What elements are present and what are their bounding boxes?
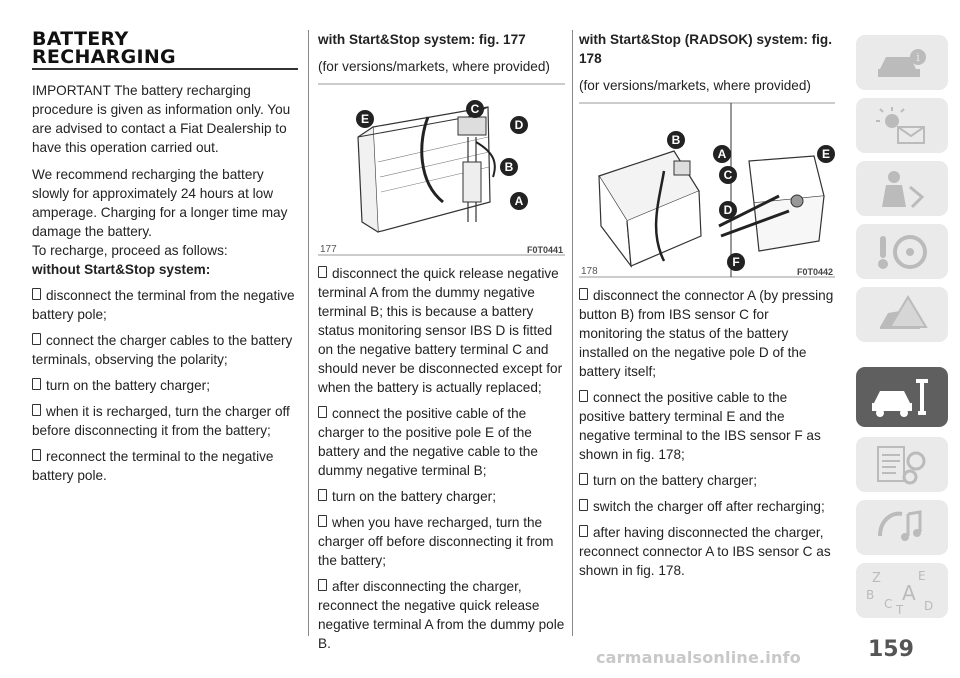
list-item [32, 331, 298, 369]
column-divider [572, 30, 573, 636]
list-item [579, 497, 835, 516]
car-info-icon [872, 43, 932, 83]
checkbox-bullet-icon [318, 489, 327, 501]
figure-number: 178 [581, 266, 598, 277]
column-left [32, 30, 298, 485]
starting-driving-icon [872, 230, 932, 274]
subheading: with Start&Stop system: fig. 177 [318, 32, 526, 47]
checkbox-bullet-icon [579, 525, 588, 537]
list-item-text: turn on the battery charger; [332, 489, 496, 504]
tab-warning-lights[interactable] [856, 98, 948, 153]
list-item-text: turn on the battery charger; [46, 378, 210, 393]
list-item [318, 264, 565, 397]
callout-label-d: D [719, 201, 737, 219]
list-item-text: disconnect the connector A (by pressing button B) from IBS sensor C for monitoring the status of the battery installed on the negative pole D of the battery itself; [579, 288, 834, 379]
battery-diagram-177 [318, 82, 565, 257]
index-icon [862, 566, 942, 616]
checkbox-bullet-icon [32, 449, 41, 461]
list-item [579, 471, 835, 490]
list-item-text: after disconnecting the charger, reconnect the negative quick release negative terminal A from the dummy pole B. [318, 579, 565, 651]
callout-label-a: A [510, 192, 528, 210]
list-item [579, 286, 835, 381]
list-item-text: when you have recharged, turn the charger off before disconnecting it from the battery; [318, 515, 554, 568]
title-underline [32, 68, 298, 70]
list-item [32, 447, 298, 485]
checkbox-bullet-icon [318, 515, 327, 527]
checkbox-bullet-icon [579, 473, 588, 485]
list-item-text: connect the positive cable to the positive battery terminal E and the negative terminal to the IBS sensor F as shown in fig. 178; [579, 390, 821, 462]
paragraph: To recharge, proceed as follows: [32, 243, 228, 258]
watermark: carmanualsonline.info [596, 648, 801, 667]
column-divider [308, 30, 309, 636]
index-letter: D [924, 598, 934, 613]
list-item [579, 388, 835, 464]
list-item-text: when it is recharged, turn the charger off before disconnecting it from the battery; [32, 404, 290, 438]
list-item-text: turn on the battery charger; [593, 473, 757, 488]
callout-label-d: D [510, 116, 528, 134]
checkbox-bullet-icon [32, 378, 41, 390]
figure-number: 177 [320, 244, 337, 255]
availability-note: (for versions/markets, where provided) [318, 59, 550, 74]
availability-note: (for versions/markets, where provided) [579, 78, 811, 93]
index-letter: C [884, 596, 893, 611]
bullet-list [318, 264, 565, 653]
checkbox-bullet-icon [32, 404, 41, 416]
tab-multimedia[interactable] [856, 500, 948, 555]
emergency-icon [872, 293, 932, 337]
index-letter: B [866, 587, 875, 602]
index-letter: A [902, 580, 916, 605]
list-item [318, 513, 565, 570]
list-item [318, 487, 565, 506]
checkbox-bullet-icon [32, 288, 41, 300]
multimedia-icon [872, 506, 932, 550]
column-middle [318, 30, 565, 653]
safety-icon [872, 167, 932, 211]
checkbox-bullet-icon [318, 406, 327, 418]
list-item [318, 577, 565, 653]
tab-index[interactable] [856, 563, 948, 618]
tab-car-info[interactable] [856, 35, 948, 90]
callout-label-f: F [727, 253, 745, 271]
tab-starting-driving[interactable] [856, 224, 948, 279]
list-item [579, 523, 835, 580]
bullet-list [579, 286, 835, 580]
maintenance-icon [870, 375, 934, 419]
tab-emergency[interactable] [856, 287, 948, 342]
list-item [32, 286, 298, 324]
list-item [32, 376, 298, 395]
callout-label-b: B [667, 131, 685, 149]
paragraph: We recommend recharging the battery slowly for approximately 24 hours at low amperage. Charging for a longer time may damage the battery. [32, 167, 288, 239]
index-letter: E [918, 568, 926, 583]
callout-label-e: E [817, 145, 835, 163]
subheading: without Start&Stop system: [32, 262, 211, 277]
figure-178 [579, 101, 835, 279]
list-item-text: switch the charger off after recharging; [593, 499, 825, 514]
list-item-text: disconnect the terminal from the negative battery pole; [32, 288, 295, 322]
checkbox-bullet-icon [579, 499, 588, 511]
list-item [32, 402, 298, 440]
figure-177 [318, 82, 565, 257]
callout-label-b: B [500, 158, 518, 176]
list-item-text: connect the charger cables to the battery terminals, observing the polarity; [32, 333, 293, 367]
list-item-text: disconnect the quick release negative terminal A from the dummy negative terminal B; this is because a battery status monitoring sensor IBS D is fitted on the negative battery terminal C and should never be disconnected except for when the battery is actually replaced; [318, 266, 563, 395]
list-item-text: reconnect the terminal to the negative battery pole. [32, 449, 274, 483]
section-title: BATTERY RECHARGING [32, 28, 176, 68]
tab-technical-data[interactable] [856, 437, 948, 492]
checkbox-bullet-icon [579, 390, 588, 402]
checkbox-bullet-icon [318, 266, 327, 278]
index-letter: Z [872, 570, 881, 586]
subheading: with Start&Stop (RADSOK) system: fig. 178 [579, 32, 833, 66]
index-letter: T [896, 602, 904, 616]
figure-code: F0T0441 [526, 245, 563, 255]
technical-data-icon [872, 443, 932, 487]
checkbox-bullet-icon [32, 333, 41, 345]
callout-label-c: C [466, 100, 484, 118]
bullet-list [32, 286, 298, 485]
checkbox-bullet-icon [318, 579, 327, 591]
callout-label-a: A [713, 145, 731, 163]
column-right [579, 30, 835, 580]
svg-text:i: i [916, 50, 920, 64]
tab-maintenance[interactable] [856, 367, 948, 427]
battery-diagram-178 [579, 101, 835, 279]
tab-safety[interactable] [856, 161, 948, 216]
list-item [318, 404, 565, 480]
checkbox-bullet-icon [579, 288, 588, 300]
list-item-text: connect the positive cable of the charger to the positive pole E of the battery and the negative cable to the dummy negative terminal B; [318, 406, 538, 478]
warning-lights-icon [872, 105, 932, 147]
important-note: IMPORTANT The battery recharging procedure is given as information only. You are advised to contact a Fiat Dealership to have this operation carried out. [32, 83, 291, 155]
callout-label-e: E [356, 110, 374, 128]
page-number: 159 [868, 637, 914, 662]
callout-label-c: C [719, 166, 737, 184]
list-item-text: after having disconnected the charger, reconnect connector A to IBS sensor C as shown in fig. 178. [579, 525, 831, 578]
figure-code: F0T0442 [796, 267, 833, 277]
